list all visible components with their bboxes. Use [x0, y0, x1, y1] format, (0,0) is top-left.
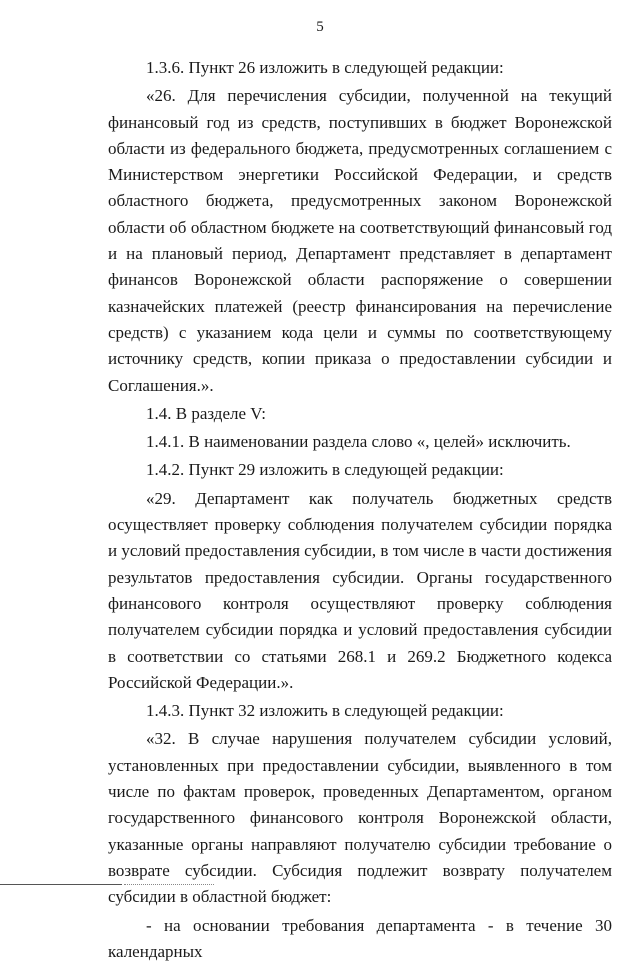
scan-edge-dots	[124, 884, 214, 885]
paragraph-1-4-3: 1.4.3. Пункт 32 изложить в следующей редакции:	[108, 698, 612, 724]
paragraph-item-29: «29. Департамент как получатель бюджетных средств осуществляет проверку соблюдения получателем субсидии порядка и условий предоставления субсидии, в том числе в части достижения результатов предоставления субсидии. Органы государственного финансового контроля осуществляют проверку соблюдения получателем субсидии порядка и условий предоставления субсидии в соответствии со статьями 268.1 и 269.2 Бюджетного кодекса Российской Федерации.».	[108, 486, 612, 696]
document-body	[108, 55, 612, 965]
paragraph-1-4-2: 1.4.2. Пункт 29 изложить в следующей редакции:	[108, 457, 612, 483]
paragraph-1-3-6: 1.3.6. Пункт 26 изложить в следующей редакции:	[108, 55, 612, 81]
paragraph-1-4-1: 1.4.1. В наименовании раздела слово «, целей» исключить.	[108, 429, 612, 455]
paragraph-1-4: 1.4. В разделе V:	[108, 401, 612, 427]
scan-edge-line	[0, 884, 122, 885]
paragraph-item-32: «32. В случае нарушения получателем субсидии условий, установленных при предоставлении субсидии, выявленного в том числе по фактам проверок, проведенных Департаментом, органом государственного финансового контроля Воронежской области, указанные органы направляют получателю субсидии требование о возврате субсидии. Субсидия подлежит возврату получателем субсидии в областной бюджет:	[108, 726, 612, 910]
paragraph-item-26: «26. Для перечисления субсидии, полученной на текущий финансовый год из средств, поступивших в бюджет Воронежской области из федерального бюджета, предусмотренных соглашением с Министерством энергетики Российской Федерации, и средств областного бюджета, предусмотренных законом Воронежской области об областном бюджете на соответствующий финансовый год и на плановый период, Департамент представляет в департамент финансов Воронежской области распоряжение о совершении казначейских платежей (реестр финансирования на перечисление средств) с указанием кода цели и суммы по соответствующему источнику средств, копии приказа о предоставлении субсидии и Соглашения.».	[108, 83, 612, 399]
paragraph-dash-item: - на основании требования департамента - в течение 30 календарных	[108, 913, 612, 965]
page-number: 5	[0, 18, 640, 36]
